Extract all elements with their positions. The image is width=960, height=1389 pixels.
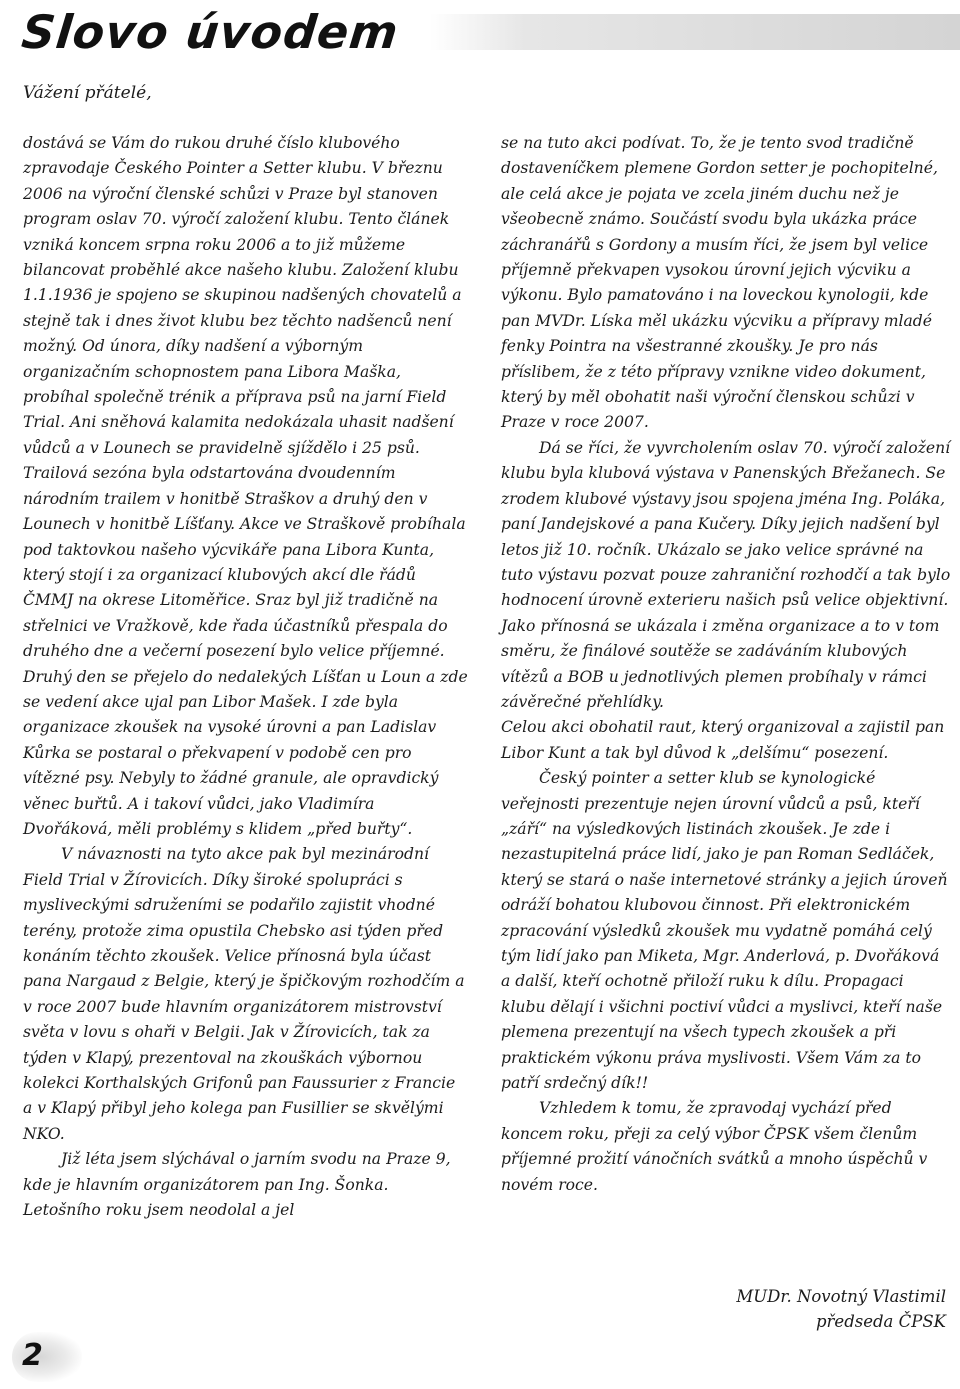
right-paragraph-3: Celou akci obohatil raut, který organizoval a zajistil pan Libor Kunt a tak byl důvod k „delšímu“ posezení. <box>501 718 945 762</box>
page-header <box>0 0 960 64</box>
page-title: Slovo úvodem <box>19 5 402 59</box>
header-gradient-bar <box>430 14 960 50</box>
left-paragraph-1: dostává se Vám do rukou druhé číslo klubového zpravodaje Českého Pointer a Setter klubu. V březnu 2006 na výroční členské schůzi v Praze byl stanoven program oslav 70. výročí založení klubu. Tento článek vzniká koncem srpna roku 2006 a to již můžeme bilancovat proběhlé akce našeho klubu. Založení klubu 1.1.1936 je spojeno se skupinou nadšených chovatelů a stejně tak i dnes život klubu bez těchto nadšenců není možný. Od února, díky nadšení a výborným organizačním schopnostem pana Libora Maška, probíhal společně trénik a příprava psů na jarní Field Trial. Ani sněhová kalamita nedokázala uhasit nadšení vůdců a v Lounech se pravidelně sjíždělo i 25 psů. Trailová sezóna byla odstartována dvoudenním národním trailem v honitbě Straškov a druhý den v Lounech v honitbě Líšťany. Akce ve Straškově probíhala pod taktovkou našeho výcvikáře pana Libora Kunta, který stojí i za organizací klubových akcí dle řádů ČMMJ na okrese Litoměřice. Sraz byl již tradičně na střelnici ve Vražkově, kde řada účastníků přespala do druhého dne a večerní posezení bylo velice příjemné. Druhý den se přejelo do nedalekých Líšťan u Loun a zde se vedení akce ujal pan Libor Mašek. I zde byla organizace zkoušek na vysoké úrovni a pan Ladislav Kůrka se postaral o překvapení v podobě cen pro vítězné psy. Nebyly to žádné granule, ale opravdický věnec buřtů. A i takoví vůdci, jako Vladimíra Dvořáková, měli problémy s klidem „před buřty“. <box>23 134 468 838</box>
signature-role: předseda ČPSK <box>815 1312 946 1331</box>
signature-block <box>736 1284 946 1334</box>
left-paragraph-3: Již léta jsem slýchával o jarním svodu na Praze 9, kde je hlavním organizátorem pan Ing. Šonka. Letošního roku jsem neodolal a jel <box>23 1150 451 1220</box>
left-column <box>23 131 468 1223</box>
right-paragraph-2: Dá se říci, že vyvrcholením oslav 70. výročí založení klubu byla klubová výstava v Panenských Břežanech. Se zrodem klubové výstavy jsou spojena jména Ing. Poláka, paní Jandejskové a pana Kučery. Díky jejich nadšení byl letos již 10. ročník. Ukázalo se jako velice správné na tuto výstavu pozvat pouze zahraniční rozhodčí a tak bylo hodnocení úrovně exterieru našich psů velice objektivní. Jako přínosná se ukázala i změna organizace a to v tom směru, že finálové soutěže se zadáváním klubových vítězů a BOB u jednotlivých plemen probíhaly v rámci závěrečné přehlídky. <box>501 438 951 711</box>
right-column <box>501 131 951 1198</box>
right-paragraph-4: Český pointer a setter klub se kynologické veřejnosti prezentuje nejen úrovní vůdců a psů, kteří „září“ na výsledkových listinách zkoušek. Je zde i nezastupitelná práce lidí, jako je pan Roman Sedláček, který se stará o naše internetové stránky a jejich úroveň odráží bohatou klubovou činnost. Při elektronickém zpracování výsledků zkoušek mu vydatně pomáhá celý tým lidí jako pan Miketa, Mgr. Anderlová, p. Dvořáková a další, kteří ochotně přiloží ruku k dílu. Propagaci klubu dělají i všichni poctiví vůdci a myslivci, kteří naše plemena prezentují na všech typech zkoušek a při praktickém výkonu práva myslivosti. Všem Vám za to patří srdečný dík!! <box>501 769 948 1093</box>
salutation: Vážení přátelé, <box>23 83 152 103</box>
signature-name: MUDr. Novotný Vlastimil <box>736 1287 946 1306</box>
right-paragraph-5: Vzhledem k tomu, že zpravodaj vychází před koncem roku, přeji za celý výbor ČPSK všem členům příjemné prožití vánočních svátků a mnoho úspěchů v novém roce. <box>501 1099 928 1194</box>
page-number-badge <box>12 1332 82 1382</box>
page-number: 2 <box>22 1338 43 1373</box>
right-paragraph-1: se na tuto akci podívat. To, že je tento svod tradičně dostaveníčkem plemene Gordon setter je pochopitelné, ale celá akce je pojata ve zcela jiném duchu než je všeobecně známo. Součástí svodu byla ukázka práce záchranářů s Gordony a musím říci, že jsem byl velice příjemně překvapen vysokou úrovní jejich výcviku a výkonu. Bylo pamatováno i na loveckou kynologii, kde pan MVDr. Líska měl ukázku výcviku a přípravy mladé fenky Pointra na všestranné zkoušky. Je pro nás příslibem, že z této přípravy vznikne video dokument, který by měl obohatit naši výroční členskou schůzi v Praze v roce 2007. <box>501 134 938 432</box>
left-paragraph-2: V návaznosti na tyto akce pak byl mezinárodní Field Trial v Žírovicích. Díky široké spolupráci s mysliveckými sdruženími se podařilo zajistit vhodné terény, protože zima opustila Chebsko asi týden před konáním těchto zkoušek. Velice přínosná byla účast pana Nargaud z Belgie, který je špičkovým rozhodčím a v roce 2007 bude hlavním organizátorem mistrovství světa v lovu s ohaři v Belgii. Jak v Žírovicích, tak za týden v Klapý, prezentoval na zkouškách výbornou kolekci Korthalských Grifonů pan Faussurier z Francie a v Klapý přibyl jeho kolega pan Fusillier se skvělými NKO. <box>23 845 465 1143</box>
